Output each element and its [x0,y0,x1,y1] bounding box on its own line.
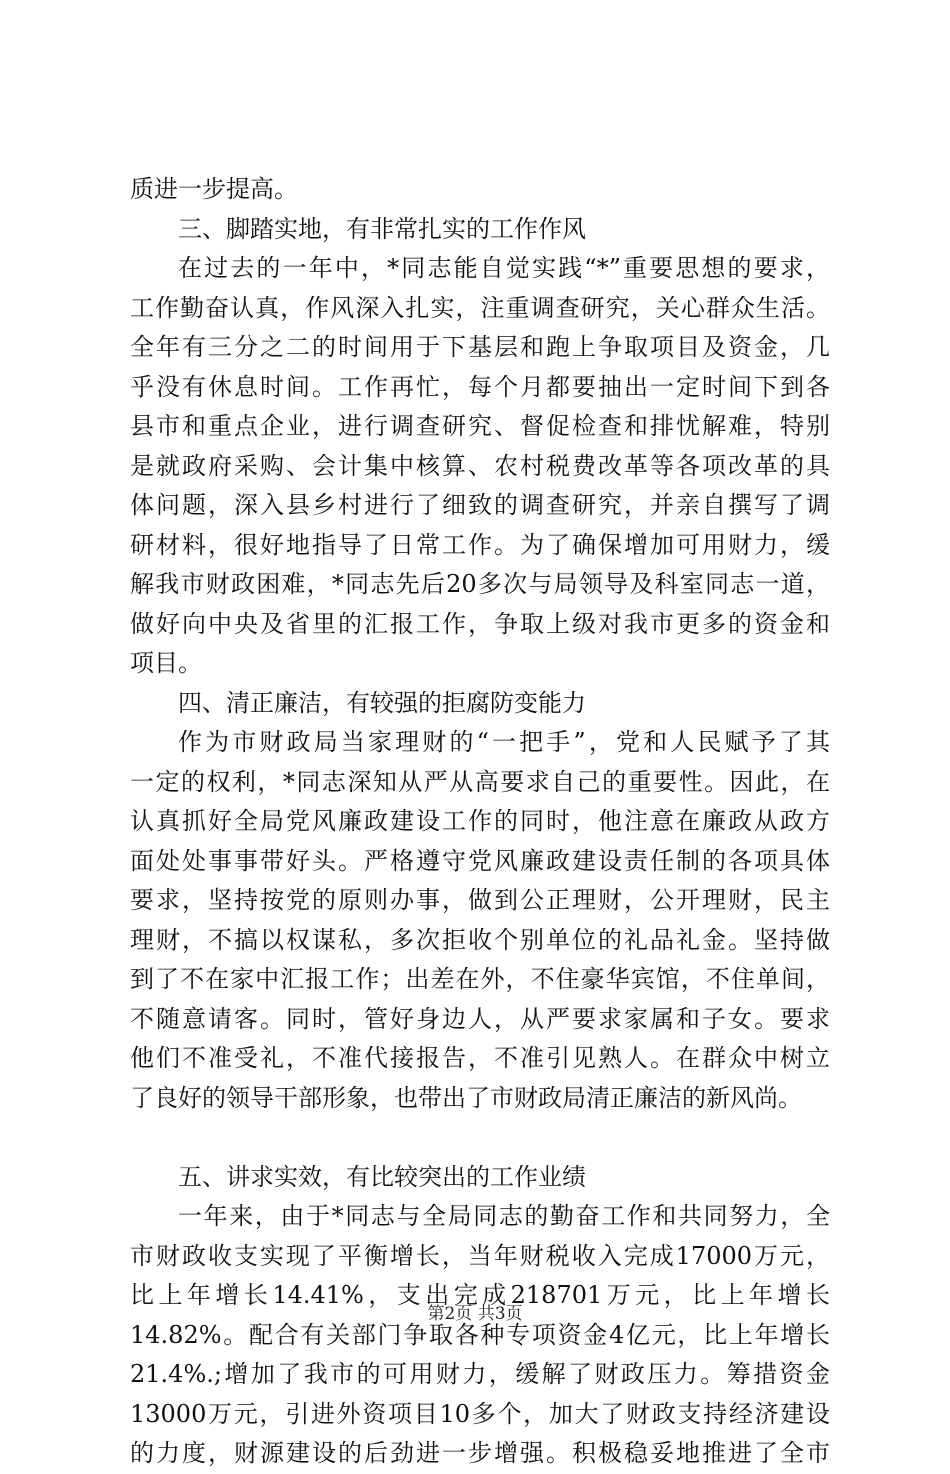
text-line: 14.82%。配合有关部门争取各种专项资金4亿元，比上年增长 [130,1320,830,1349]
text-line: 工作勤奋认真，作风深入扎实，注重调查研究，关心群众生活。 [130,293,830,322]
document-body [130,170,830,1474]
text-line: 到了不在家中汇报工作；出差在外，不住豪华宾馆，不住单间， [130,965,830,993]
text-line: 在过去的一年中，*同志能自觉实践“*”重要思想的要求， [178,254,830,282]
paragraph-gap [130,1118,830,1158]
section-heading-5: 五、讲求实效，有比较突出的工作业绩 [178,1162,586,1191]
page-indicator: 第2页 共3页 [427,1304,523,1324]
section-heading-4: 四、清正廉洁，有较强的拒腐防变能力 [178,688,586,717]
text-line: 理财，不搞以权谋私，多次拒收个别单位的礼品礼金。坚持做 [130,925,830,954]
text-line: 县市和重点企业，进行调查研究、督促检查和排忧解难，特别 [130,412,830,440]
text-line: 项目。 [130,649,202,677]
text-line: 作为市财政局当家理财的“一把手”，党和人民赋予了其 [178,728,830,756]
text-line: 比上年增长14.41%，支出完成218701万元，比上年增长 [130,1281,830,1309]
text-line: 不随意请客。同时，管好身边人，从严要求家属和子女。要求 [130,1004,830,1033]
text-line: 一年来，由于*同志与全局同志的勤奋工作和共同努力，全 [178,1202,830,1230]
text-line: 面处处事事带好头。严格遵守党风廉政建设责任制的各项具体 [130,846,830,875]
text-line: 13000万元，引进外资项目10多个，加大了财政支持经济建设 [130,1399,830,1428]
text-line: 解我市财政困难，*同志先后20多次与局领导及科室同志一道， [130,570,830,598]
text-line: 体问题，深入县乡村进行了细致的调查研究，并亲自撰写了调 [130,491,830,519]
text-line: 了良好的领导干部形象，也带出了市财政局清正廉洁的新风尚。 [130,1083,802,1112]
text-line: 市财政收支实现了平衡增长，当年财税收入完成17000万元， [130,1241,830,1270]
text-line: 一定的权利，*同志深知从严从高要求自己的重要性。因此，在 [130,767,830,796]
text-line: 全年有三分之二的时间用于下基层和跑上争取项目及资金，几 [130,333,830,361]
text-line: 是就政府采购、会计集中核算、农村税费改革等各项改革的具 [130,451,830,480]
text-line: 做好向中央及省里的汇报工作，争取上级对我市更多的资金和 [130,609,830,638]
text-line: 的力度，财源建设的后劲进一步增强。积极稳妥地推进了全市 [130,1439,830,1467]
text-line: 要求，坚持按党的原则办事，做到公正理财，公开理财，民主 [130,886,830,914]
text-line: 乎没有休息时间。工作再忙，每个月都要抽出一定时间下到各 [130,372,830,401]
text-line: 他们不准受礼，不准代接报告，不准引见熟人。在群众中树立 [130,1044,830,1072]
text-line: 21.4%.;增加了我市的可用财力，缓解了财政压力。筹措资金 [130,1360,830,1388]
text-line: 研材料，很好地指导了日常工作。为了确保增加可用财力，缓 [130,530,830,559]
section-heading-3: 三、脚踏实地，有非常扎实的工作作风 [178,214,586,243]
text-line: 质进一步提高。 [130,175,298,203]
text-line: 认真抓好全局党风廉政建设工作的同时，他注意在廉政从政方 [130,807,830,835]
